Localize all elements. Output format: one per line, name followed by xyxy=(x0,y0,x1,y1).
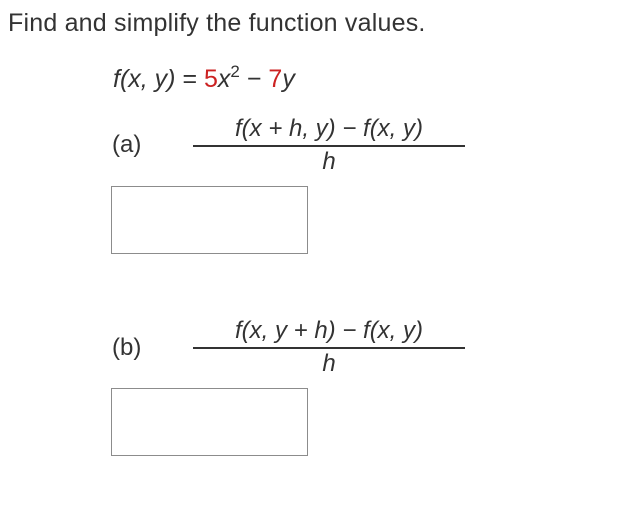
part-a-numerator: f(x + h, y) − f(x, y) xyxy=(193,115,465,147)
part-b-answer-input[interactable] xyxy=(111,388,308,456)
variable-y: y xyxy=(282,65,295,93)
part-a-fraction xyxy=(193,115,465,176)
coefficient-x: 5 xyxy=(204,65,218,93)
part-b-numerator: f(x, y + h) − f(x, y) xyxy=(193,317,465,349)
exponent: 2 xyxy=(230,62,240,81)
part-a-answer-input[interactable] xyxy=(111,186,308,254)
part-b-denominator: h xyxy=(322,350,336,377)
equals-sign: = xyxy=(182,65,198,93)
variable-x: x xyxy=(217,65,231,93)
minus-sign: − xyxy=(246,65,262,93)
function-lhs: f(x, y) xyxy=(113,65,176,93)
function-definition xyxy=(113,62,295,94)
question-prompt: Find and simplify the function values. xyxy=(8,9,426,37)
part-b-label: (b) xyxy=(112,334,142,361)
part-a-label: (a) xyxy=(112,131,142,158)
part-b-fraction xyxy=(193,317,465,378)
part-a-denominator: h xyxy=(322,148,336,175)
coefficient-y: 7 xyxy=(268,65,283,93)
